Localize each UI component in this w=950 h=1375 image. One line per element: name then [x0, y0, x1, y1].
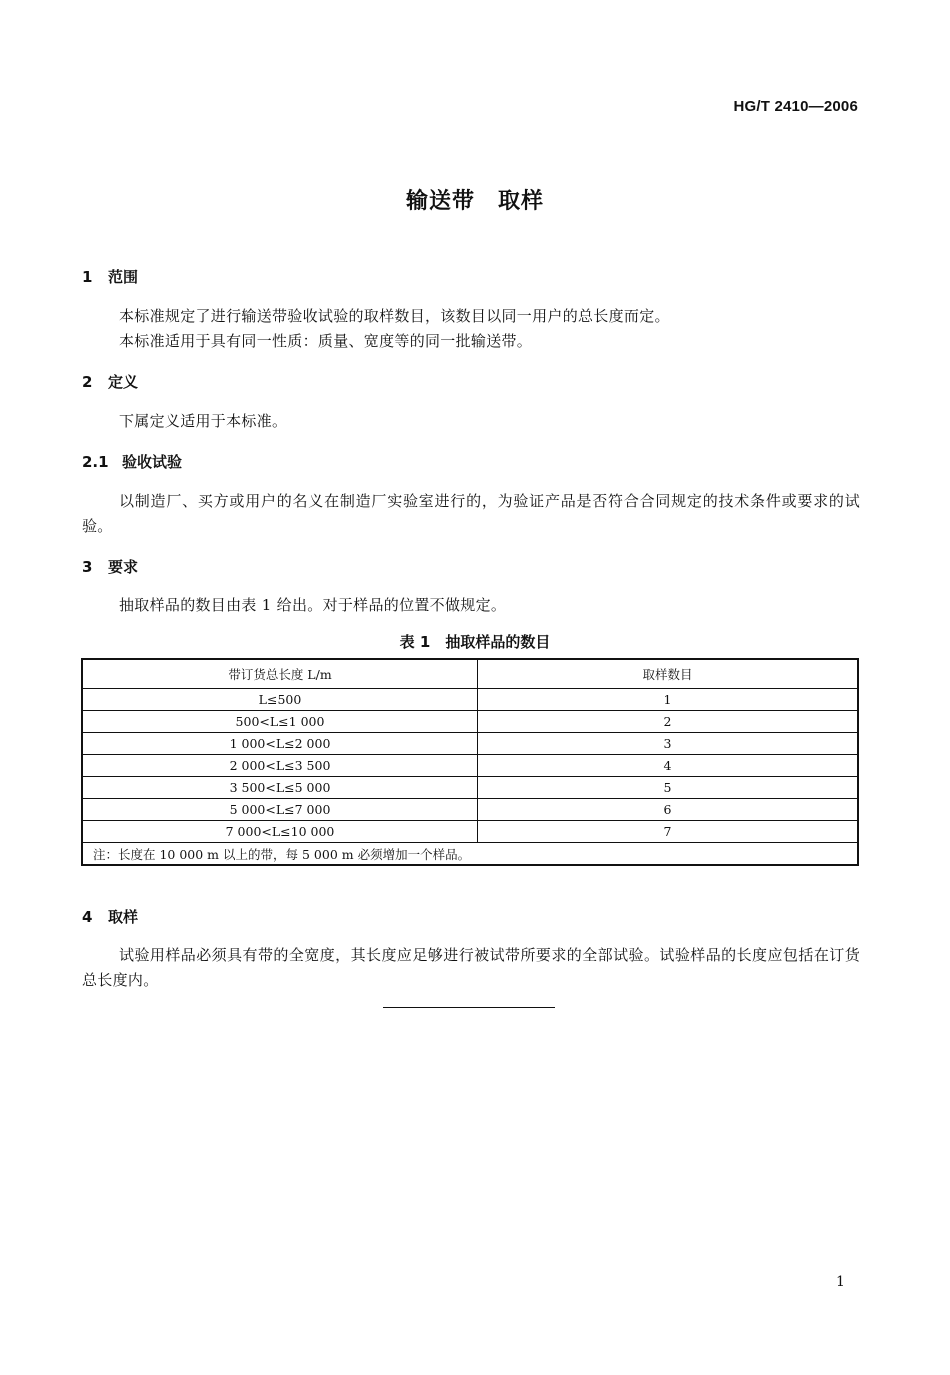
- table-note-row: [82, 843, 858, 866]
- section-1-paragraph-2: 本标准适用于具有同一性质：质量、宽度等的同一批输送带。: [119, 332, 533, 350]
- section-1-paragraph-1: 本标准规定了进行输送带验收试验的取样数目，该数目以同一用户的总长度而定。: [119, 307, 670, 325]
- table-cell-length: 500<L≤1 000: [82, 711, 478, 733]
- table-header-row: [82, 659, 858, 689]
- table-note: 注：长度在 10 000 m 以上的带，每 5 000 m 必须增加一个样品。: [82, 843, 858, 866]
- section-2-title: 定义: [108, 373, 139, 391]
- table-cell-length: 3 500<L≤5 000: [82, 777, 478, 799]
- section-2-number: 2: [82, 373, 93, 391]
- table-cell-length: 1 000<L≤2 000: [82, 733, 478, 755]
- section-2-1-number: 2.1: [82, 453, 109, 471]
- table-cell-length: 2 000<L≤3 500: [82, 755, 478, 777]
- table-cell-length: 5 000<L≤7 000: [82, 799, 478, 821]
- section-2-1-title: 验收试验: [122, 453, 183, 471]
- table-cell-length: L≤500: [82, 689, 478, 711]
- table-caption: 表 1 抽取样品的数目: [399, 633, 551, 651]
- table-cell-length: 7 000<L≤10 000: [82, 821, 478, 843]
- section-4-number: 4: [82, 908, 93, 926]
- table-header-count: 取样数目: [478, 659, 859, 689]
- table-row: [82, 711, 858, 733]
- table-cell-count: 1: [478, 689, 859, 711]
- section-2-1-paragraph-1: 以制造厂、买方或用户的名义在制造厂实验室进行的，为验证产品是否符合合同规定的技术条件或要求的试验。: [82, 492, 860, 535]
- sample-count-table: [81, 658, 859, 866]
- document-title: 输送带 取样: [405, 189, 544, 214]
- table-row: [82, 777, 858, 799]
- section-2-heading: [82, 371, 138, 392]
- section-4-heading: [82, 906, 138, 927]
- section-4-paragraph-1: 试验用样品必须具有带的全宽度，其长度应足够进行被试带所要求的全部试验。试验样品的长度应包括在订货总长度内。: [82, 946, 860, 989]
- table-row: [82, 821, 858, 843]
- table-row: [82, 755, 858, 777]
- section-3-heading: [82, 556, 138, 577]
- section-1-number: 1: [82, 268, 93, 286]
- section-3-title: 要求: [108, 558, 139, 576]
- section-4-title: 取样: [108, 908, 139, 926]
- section-1-heading: [82, 266, 138, 287]
- table-cell-count: 3: [478, 733, 859, 755]
- table-row: [82, 689, 858, 711]
- section-2-1-heading: [82, 451, 182, 472]
- table-row: [82, 733, 858, 755]
- standard-code: HG/T 2410—2006: [733, 98, 858, 115]
- table-cell-count: 7: [478, 821, 859, 843]
- section-3-paragraph-1: 抽取样品的数目由表 1 给出。对于样品的位置不做规定。: [119, 596, 507, 614]
- section-2-paragraph-1: 下属定义适用于本标准。: [119, 412, 288, 430]
- table-header-length: 带订货总长度 L/m: [82, 659, 478, 689]
- table-cell-count: 2: [478, 711, 859, 733]
- section-3-number: 3: [82, 558, 93, 576]
- table-row: [82, 799, 858, 821]
- end-of-document-rule: [383, 1007, 555, 1008]
- page-number: 1: [836, 1274, 845, 1290]
- table-cell-count: 4: [478, 755, 859, 777]
- table-cell-count: 6: [478, 799, 859, 821]
- section-1-title: 范围: [108, 268, 139, 286]
- table-cell-count: 5: [478, 777, 859, 799]
